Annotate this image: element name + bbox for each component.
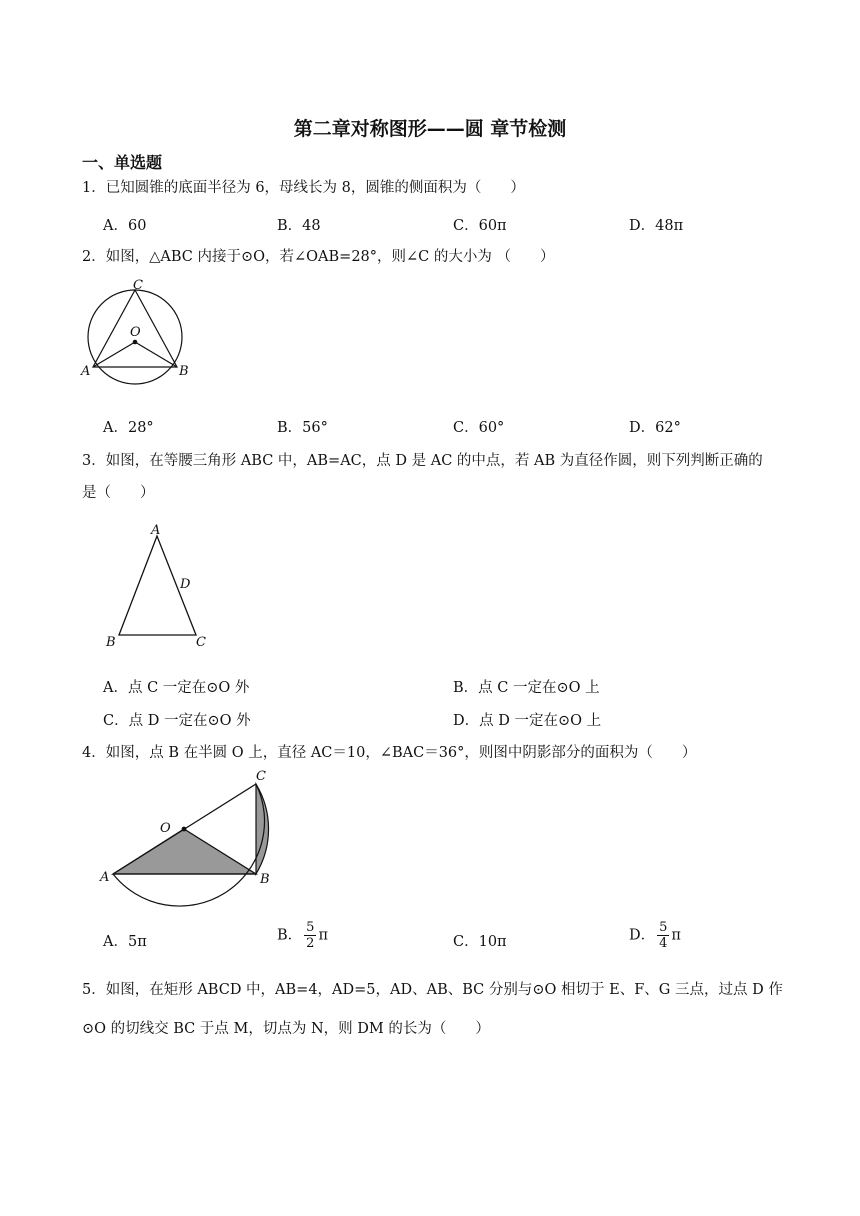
label-o: O — [130, 325, 141, 340]
q2-option-d: D．62° — [629, 420, 681, 436]
fraction-numerator: 5 — [659, 920, 668, 935]
q2-option-a: A．28° — [103, 420, 154, 436]
q4-option-d-suffix: π — [671, 927, 681, 944]
question-5-text-line1: 5．如图，在矩形 ABCD 中，AB=4，AD=5，AD、AB、BC 分别与⊙O 相切于 E、F、G 三点，过点 D 作 — [82, 982, 783, 998]
label-b: B — [260, 872, 270, 887]
label-a: A — [151, 523, 161, 538]
label-c: C — [133, 278, 143, 293]
label-o: O — [160, 821, 171, 836]
question-5-text-line2: ⊙O 的切线交 BC 于点 M，切点为 N，则 DM 的长为（ ） — [82, 1021, 490, 1037]
center-point-o — [133, 340, 138, 345]
q1-option-b: B．48 — [277, 218, 321, 234]
label-b: B — [179, 364, 189, 379]
label-d: D — [180, 577, 191, 592]
q4-option-d — [629, 920, 681, 951]
q2-option-b: B．56° — [277, 420, 328, 436]
q1-option-d: D．48π — [629, 218, 684, 234]
q3-option-a: A．点 C 一定在⊙O 外 — [103, 680, 250, 696]
label-b: B — [106, 635, 116, 650]
q1-option-c: C．60π — [453, 218, 507, 234]
shaded-segment-bc — [256, 784, 269, 874]
question-2-text: 2．如图，△ABC 内接于⊙O，若∠OAB=28°，则∠C 的大小为 （ ） — [82, 249, 555, 265]
q2-figure-circle-triangle — [78, 280, 198, 385]
q4-option-b-fraction — [304, 920, 316, 951]
label-c: C — [196, 635, 206, 650]
q4-figure-semicircle — [98, 766, 298, 906]
question-4-text: 4．如图，点 B 在半圆 O 上，直径 AC＝10，∠BAC＝36°，则图中阴影部分的面积为（ ） — [82, 745, 697, 761]
fraction-denominator: 4 — [659, 936, 668, 951]
q4-option-c: C．10π — [453, 934, 507, 950]
q4-option-b-prefix: B． — [277, 927, 303, 944]
label-c: C — [256, 769, 266, 784]
fraction-numerator: 5 — [306, 920, 315, 935]
fraction-denominator: 2 — [306, 936, 315, 951]
q4-option-b — [277, 920, 328, 951]
question-3-text-line1: 3．如图，在等腰三角形 ABC 中，AB=AC，点 D 是 AC 的中点，若 AB 为直径作圆，则下列判断正确的 — [82, 453, 763, 469]
q4-option-b-suffix: π — [318, 927, 328, 944]
q4-option-a: A．5π — [103, 934, 147, 950]
center-point-o — [182, 827, 187, 832]
q4-option-d-prefix: D． — [629, 927, 656, 944]
q3-option-d: D．点 D 一定在⊙O 上 — [453, 713, 602, 729]
question-3-text-line2: 是（ ） — [82, 485, 155, 501]
q3-option-c: C．点 D 一定在⊙O 外 — [103, 713, 251, 729]
q2-option-c: C．60° — [453, 420, 505, 436]
q4-option-d-fraction — [657, 920, 669, 951]
q3-figure-isosceles-triangle — [100, 522, 220, 652]
q3-option-b: B．点 C 一定在⊙O 上 — [453, 680, 600, 696]
q1-option-a: A．60 — [103, 218, 147, 234]
section-heading: 一、单选题 — [82, 153, 163, 172]
label-a: A — [81, 364, 91, 379]
shaded-triangle-aob — [113, 829, 256, 874]
label-a: A — [100, 870, 110, 885]
question-1-text: 1．已知圆锥的底面半径为 6，母线长为 8，圆锥的侧面积为（ ） — [82, 180, 525, 196]
page-title: 第二章对称图形——圆 章节检测 — [293, 118, 567, 140]
